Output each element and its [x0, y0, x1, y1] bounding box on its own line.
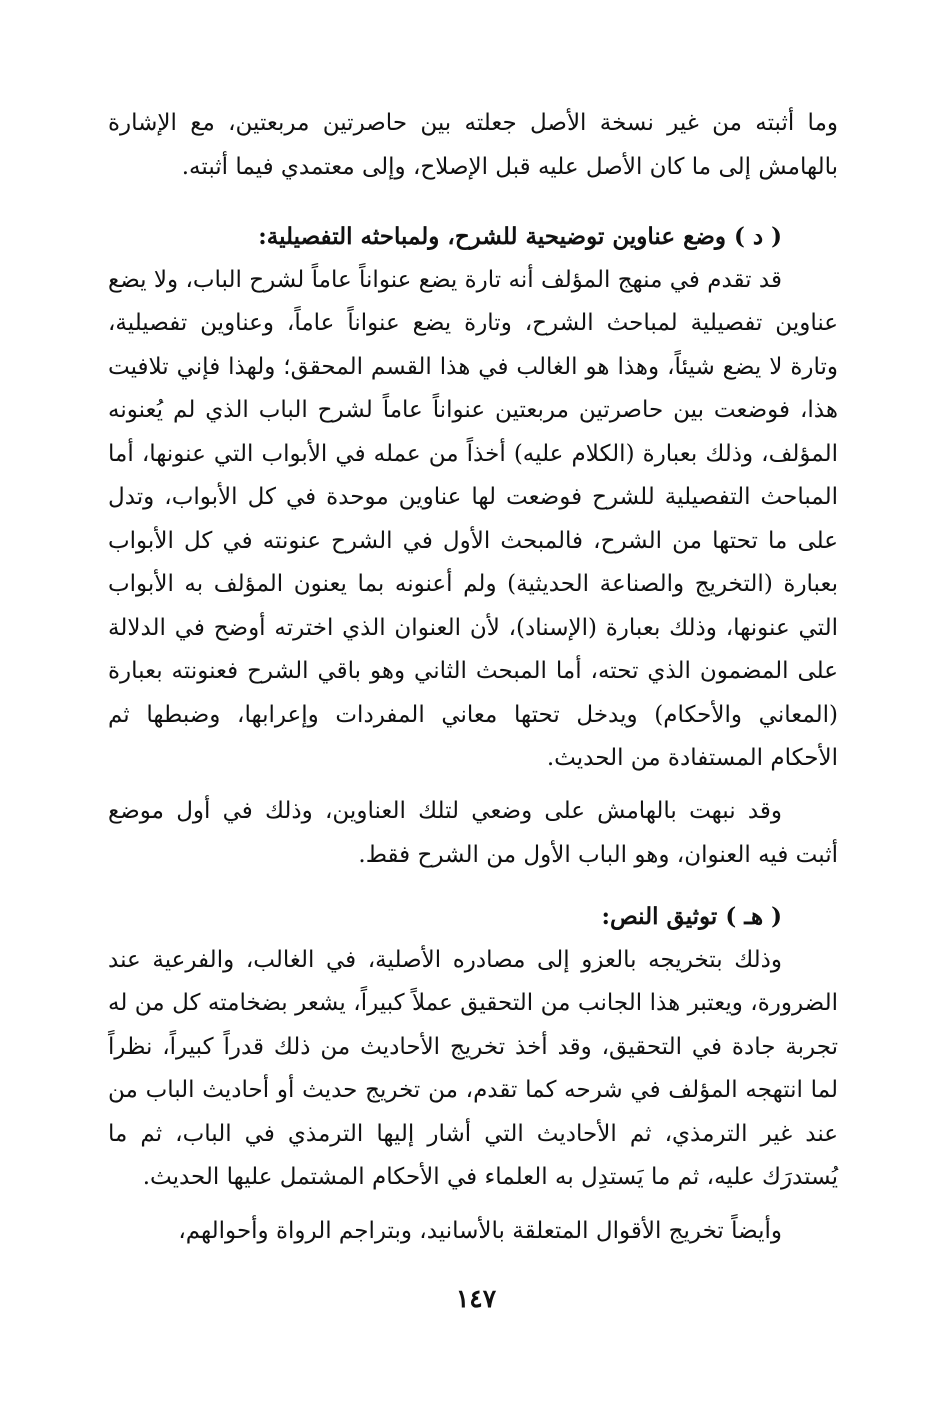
section-h-continuation-block	[108, 1210, 838, 1254]
section-d-note-block	[108, 790, 838, 877]
section-h-continuation: وأيضاً تخريج الأقوال المتعلقة بالأسانيد، وبتراجم الرواة وأحوالهم،	[178, 1218, 782, 1244]
page-number: ١٤٧	[455, 1284, 497, 1313]
section-h-block	[108, 895, 838, 1200]
section-d-body: قد تقدم في منهج المؤلف أنه تارة يضع عنواناً عاماً لشرح الباب، ولا يضع عناوين تفصيلية لمباحث الشرح، وتارة يضع عنواناً عاماً، وعناوين تفصيلية، وتارة لا يضع شيئاً، وهذا هو الغالب في هذا القسم المحقق؛ ولهذا فإني تلافيت هذا، فوضعت بين حاصرتين مربعتين عنواناً عاماً لشرح الباب الذي لم يُعنونه المؤلف، وذلك بعبارة (الكلام عليه) أخذاً من عمله في الأبواب التي عنونها، أما المباحث التفصيلية للشرح فوضعت لها عناوين موحدة في كل الأبواب، وتدل على ما تحتها من الشرح، فالمبحث الأول في الشرح عنونته في كل الأبواب بعبارة (التخريج والصناعة الحديثية) ولم أعنونه بما يعنون المؤلف به الأبواب التي عنونها، وذلك بعبارة (الإسناد)، لأن العنوان الذي اخترته أوضح في الدلالة على المضمون الذي تحته، أما المبحث الثاني وهو باقي الشرح فعنونته بعبارة (المعاني والأحكام) ويدخل تحتها معاني المفردات وإعرابها، وضبطها ثم الأحكام المستفادة من الحديث.	[108, 266, 838, 771]
paragraph-1-block	[108, 102, 838, 189]
section-h-body: وذلك بتخريجه بالعزو إلى مصادره الأصلية، في الغالب، والفرعية عند الضرورة، ويعتبر هذا الجانب من التحقيق عملاً كبيراً، يشعر بضخامته كل من له تجربة جادة في التحقيق، وقد أخذ تخريج الأحاديث من ذلك قدراً كبيراً، نظراً لما انتهجه المؤلف في شرحه كما تقدم، من تخريج حديث أو أحاديث الباب من عند غير الترمذي، ثم الأحاديث التي أشار إليها الترمذي في الباب، ثم ما يُستدرَك عليه، ثم ما يَستدِل به العلماء في الأحكام المشتمل عليها الحديث.	[108, 946, 838, 1190]
section-h-heading: ( هـ ) توثيق النص:	[601, 903, 782, 930]
section-d-heading: ( د ) وضع عناوين توضيحية للشرح، ولمباحثه التفصيلية:	[258, 223, 782, 250]
paragraph-1: وما أثبته من غير نسخة الأصل جعلته بين حاصرتين مربعتين، مع الإشارة بالهامش إلى ما كان الأصل عليه قبل الإصلاح، وإلى معتمدي فيما أثبته.	[108, 110, 838, 180]
section-d-note: وقد نبهت بالهامش على وضعي لتلك العناوين، وذلك في أول موضع أثبت فيه العنوان، وهو الباب الأول من الشرح فقط.	[108, 798, 838, 868]
section-d-block	[108, 215, 838, 781]
